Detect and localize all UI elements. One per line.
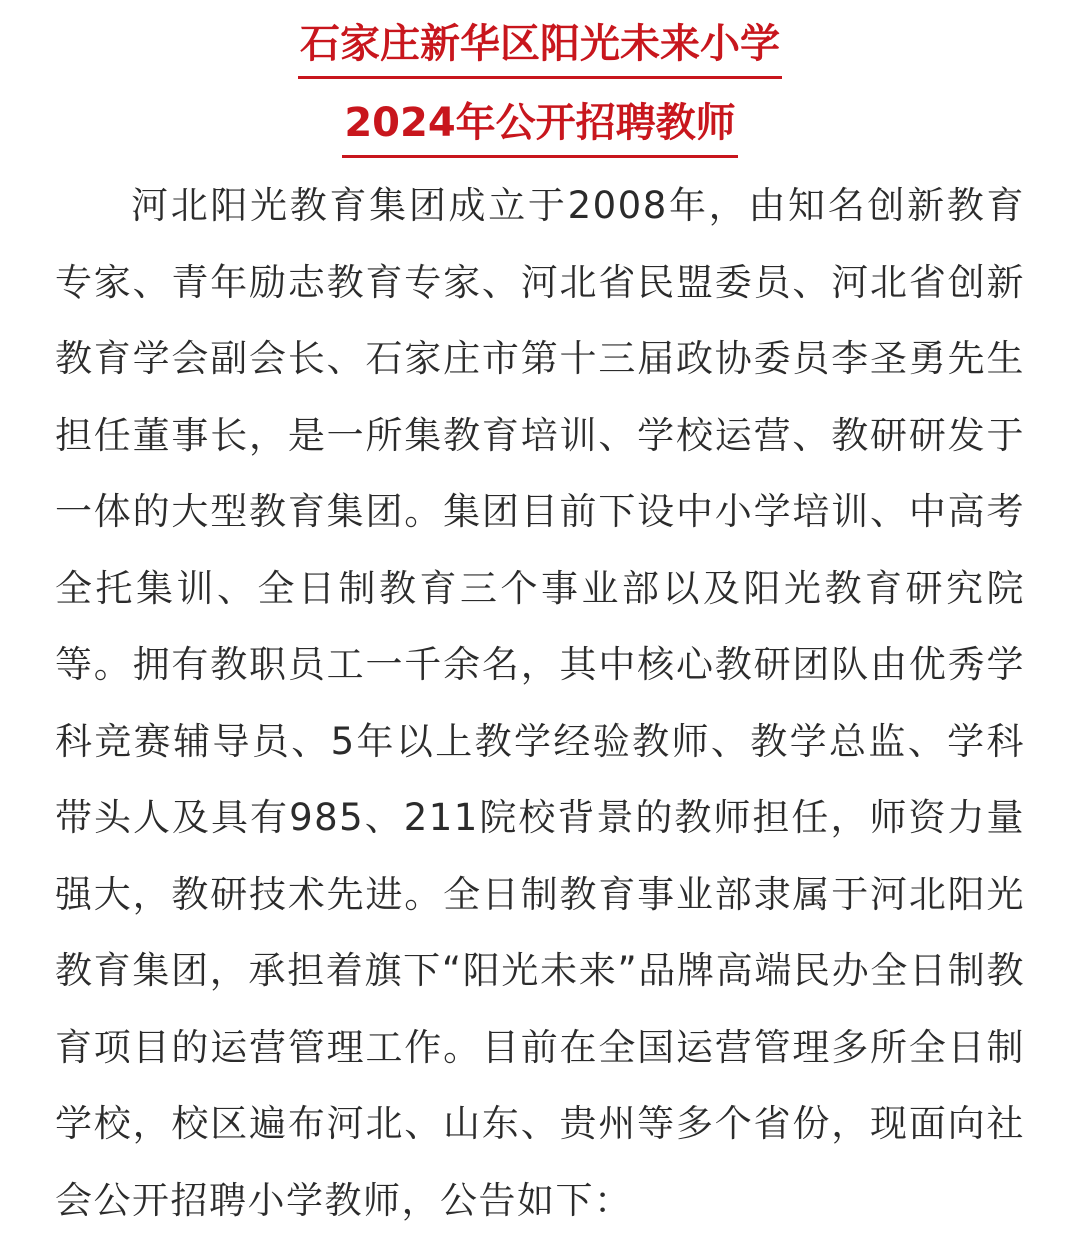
title-line-recruitment: 2024年公开招聘教师 <box>342 97 737 158</box>
article-title <box>55 18 1025 168</box>
intro-paragraph: 河北阳光教育集团成立于2008年，由知名创新教育专家、青年励志教育专家、河北省民盟委员、河北省创新教育学会副会长、石家庄市第十三届政协委员李圣勇先生担任董事长，是一所集教育培训、学校运营、教研研发于一体的大型教育集团。集团目前下设中小学培训、中高考全托集训、全日制教育三个事业部以及阳光教育研究院等。拥有教职员工一千余名，其中核心教研团队由优秀学科竞赛辅导员、5年以上教学经验教师、教学总监、学科带头人及具有985、211院校背景的教师担任，师资力量强大，教研技术先进。全日制教育事业部隶属于河北阳光教育集团，承担着旗下“阳光未来”品牌高端民办全日制教育项目的运营管理工作。目前在全国运营管理多所全日制学校，校区遍布河北、山东、贵州等多个省份，现面向社会公开招聘小学教师，公告如下： <box>55 184 1025 1222</box>
title-line-school: 石家庄新华区阳光未来小学 <box>298 18 782 79</box>
